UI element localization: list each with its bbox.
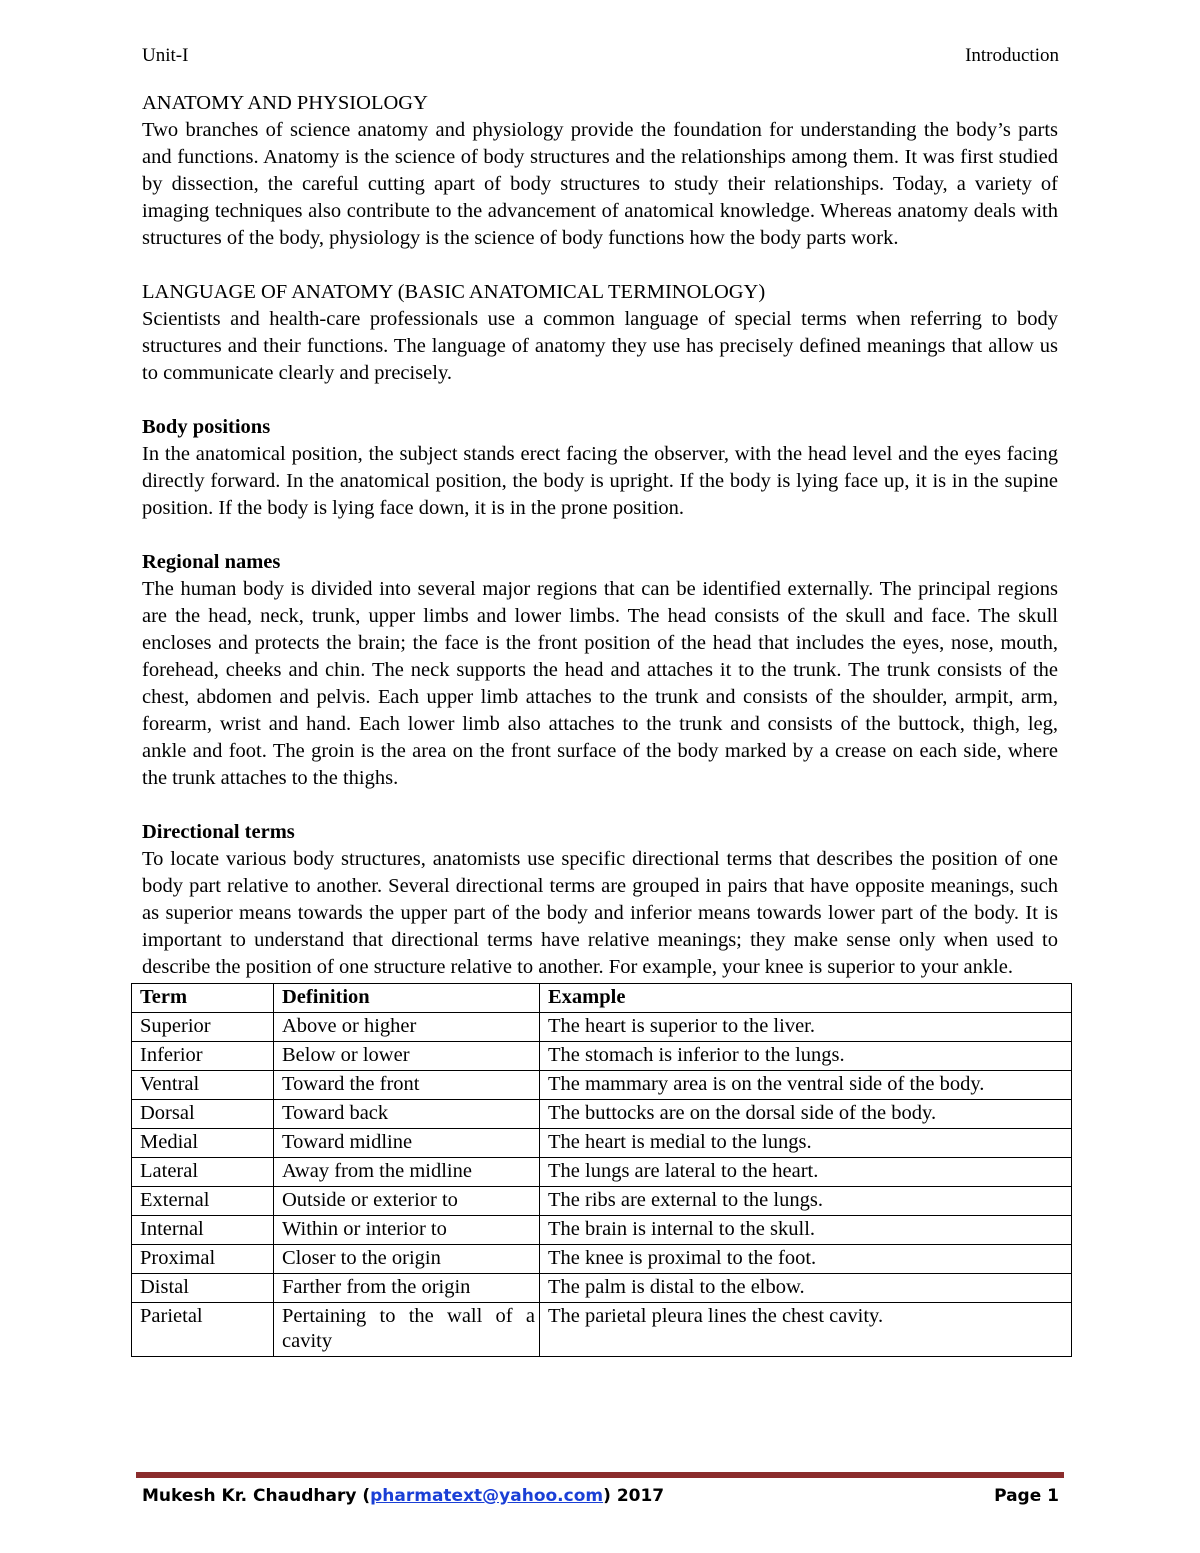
example-cell: The mammary area is on the ventral side of the body. bbox=[540, 1071, 1072, 1100]
table-row bbox=[132, 1245, 1072, 1274]
spacer bbox=[142, 387, 1058, 414]
header-chapter: Introduction bbox=[965, 45, 1059, 66]
section-heading-regional-names: Regional names bbox=[142, 551, 281, 573]
term-cell: Proximal bbox=[132, 1245, 274, 1274]
example-cell: The parietal pleura lines the chest cavity. bbox=[540, 1303, 1072, 1357]
email-link[interactable]: pharmatext@yahoo.com bbox=[370, 1486, 604, 1506]
example-cell: The palm is distal to the elbow. bbox=[540, 1274, 1072, 1303]
section-title-language-of-anatomy: LANGUAGE OF ANATOMY (BASIC ANATOMICAL TERMINOLOGY) bbox=[142, 281, 766, 303]
section-heading-directional-terms: Directional terms bbox=[142, 821, 295, 843]
table-row bbox=[132, 1303, 1072, 1357]
term-cell: Lateral bbox=[132, 1158, 274, 1187]
table-header-row bbox=[132, 984, 1072, 1013]
column-header-definition: Definition bbox=[274, 984, 540, 1013]
example-cell: The lungs are lateral to the heart. bbox=[540, 1158, 1072, 1187]
directional-terms-table bbox=[131, 983, 1072, 1357]
term-cell: Internal bbox=[132, 1216, 274, 1245]
definition-cell: Away from the midline bbox=[274, 1158, 540, 1187]
paragraph-anatomy-physiology: Two branches of science anatomy and physiology provide the foundation for understanding the body’s parts and functions. Anatomy is the science of body structures and the relationships among them. It was first studied by dissection, the careful cutting apart of body structures to study their relationships. Today, a variety of imaging techniques also contribute to the advancement of anatomical knowledge. Whereas anatomy deals with structures of the body, physiology is the science of body functions how the body parts work. bbox=[142, 119, 1058, 249]
term-cell: Superior bbox=[132, 1013, 274, 1042]
term-cell: Dorsal bbox=[132, 1100, 274, 1129]
table-row bbox=[132, 1042, 1072, 1071]
spacer bbox=[142, 252, 1058, 279]
definition-cell: Above or higher bbox=[274, 1013, 540, 1042]
table-row bbox=[132, 1274, 1072, 1303]
table-row bbox=[132, 1100, 1072, 1129]
definition-cell: Below or lower bbox=[274, 1042, 540, 1071]
term-cell: Ventral bbox=[132, 1071, 274, 1100]
example-cell: The brain is internal to the skull. bbox=[540, 1216, 1072, 1245]
example-cell: The heart is superior to the liver. bbox=[540, 1013, 1072, 1042]
example-cell: The stomach is inferior to the lungs. bbox=[540, 1042, 1072, 1071]
spacer bbox=[142, 792, 1058, 819]
definition-cell: Closer to the origin bbox=[274, 1245, 540, 1274]
table-row bbox=[132, 1158, 1072, 1187]
footer-author bbox=[142, 1486, 664, 1506]
author-name: Mukesh Kr. Chaudhary ( bbox=[142, 1486, 371, 1506]
page-footer bbox=[142, 1486, 1059, 1516]
term-cell: Parietal bbox=[132, 1303, 274, 1357]
paragraph-body-positions: In the anatomical position, the subject stands erect facing the observer, with the head level and the eyes facing directly forward. In the anatomical position, the body is upright. If the body is lying face up, it is in the supine position. If the body is lying face down, it is in the prone position. bbox=[142, 443, 1058, 519]
example-cell: The knee is proximal to the foot. bbox=[540, 1245, 1072, 1274]
term-cell: Inferior bbox=[132, 1042, 274, 1071]
table-row bbox=[132, 1013, 1072, 1042]
term-cell: Medial bbox=[132, 1129, 274, 1158]
section-title-anatomy-physiology: ANATOMY AND PHYSIOLOGY bbox=[142, 92, 428, 114]
table-row bbox=[132, 1216, 1072, 1245]
definition-cell: Pertaining to the wall of a cavity bbox=[274, 1303, 540, 1357]
section-heading-body-positions: Body positions bbox=[142, 416, 271, 438]
paragraph-directional-terms: To locate various body structures, anatomists use specific directional terms that describes the position of one body part relative to another. Several directional terms are grouped in pairs that have opposite meanings, such as superior means towards the upper part of the body and inferior means towards lower part of the body. It is important to understand that directional terms have relative meanings; they make sense only when used to describe the position of one structure relative to another. For example, your knee is superior to your ankle. bbox=[142, 848, 1058, 978]
page-number: Page 1 bbox=[994, 1486, 1059, 1506]
spacer bbox=[142, 522, 1058, 549]
column-header-term: Term bbox=[132, 984, 274, 1013]
document-body bbox=[142, 90, 1058, 1357]
definition-cell: Outside or exterior to bbox=[274, 1187, 540, 1216]
definition-cell: Toward the front bbox=[274, 1071, 540, 1100]
definition-cell: Toward midline bbox=[274, 1129, 540, 1158]
table-row bbox=[132, 1187, 1072, 1216]
column-header-example: Example bbox=[540, 984, 1072, 1013]
example-cell: The buttocks are on the dorsal side of the body. bbox=[540, 1100, 1072, 1129]
table-row bbox=[132, 1129, 1072, 1158]
paragraph-regional-names: The human body is divided into several major regions that can be identified externally. The principal regions are the head, neck, trunk, upper limbs and lower limbs. The head consists of the skull and face. The skull encloses and protects the brain; the face is the front position of the head that includes the eyes, nose, mouth, forehead, cheeks and chin. The neck supports the head and attaches it to the trunk. The trunk consists of the chest, abdomen and pelvis. Each upper limb attaches to the trunk and consists of the shoulder, armpit, arm, forearm, wrist and hand. Each lower limb also attaches to the trunk and consists of the buttock, thigh, leg, ankle and foot. The groin is the area on the front surface of the body marked by a crease on each side, where the trunk attaches to the thighs. bbox=[142, 578, 1058, 789]
footer-divider bbox=[136, 1472, 1064, 1478]
paragraph-language-of-anatomy: Scientists and health-care professionals use a common language of special terms when referring to body structures and their functions. The language of anatomy they use has precisely defined meanings that allow us to communicate clearly and precisely. bbox=[142, 308, 1058, 384]
definition-cell: Within or interior to bbox=[274, 1216, 540, 1245]
example-cell: The heart is medial to the lungs. bbox=[540, 1129, 1072, 1158]
term-cell: External bbox=[132, 1187, 274, 1216]
author-year: ) 2017 bbox=[603, 1486, 665, 1506]
header-unit: Unit-I bbox=[142, 45, 189, 66]
definition-cell: Farther from the origin bbox=[274, 1274, 540, 1303]
example-cell: The ribs are external to the lungs. bbox=[540, 1187, 1072, 1216]
definition-cell: Toward back bbox=[274, 1100, 540, 1129]
term-cell: Distal bbox=[132, 1274, 274, 1303]
table-row bbox=[132, 1071, 1072, 1100]
